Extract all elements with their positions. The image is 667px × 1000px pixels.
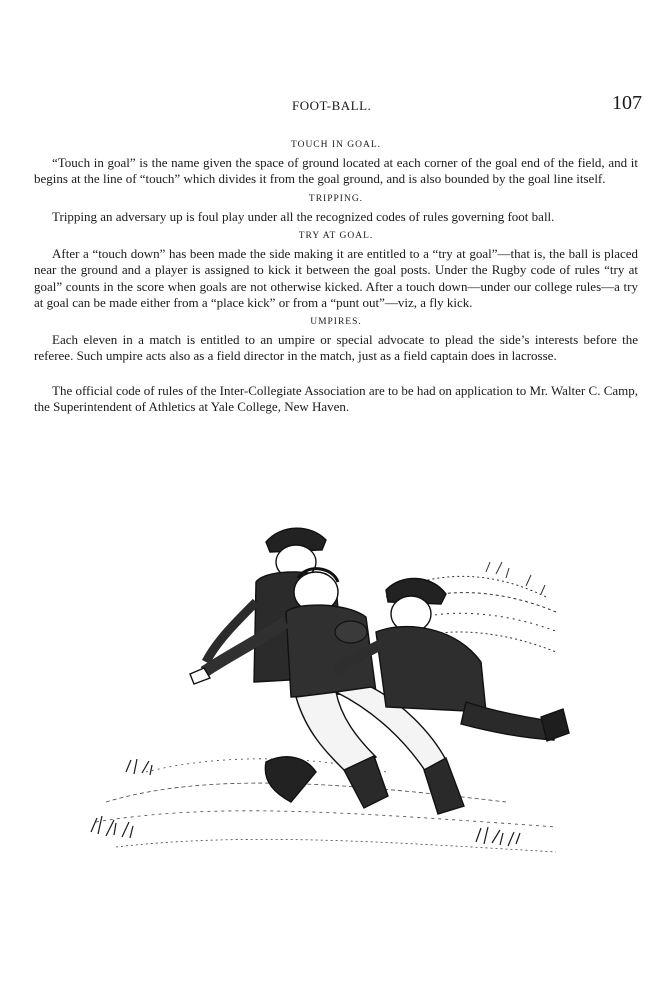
football-tackle-illustration	[86, 502, 586, 882]
paragraph-tripping: Tripping an adversary up is foul play under all the recognized codes of rules governing foot ball.	[52, 208, 555, 224]
section-heading-tripping: TRIPPING.	[308, 193, 364, 204]
ground-shading	[96, 759, 556, 852]
body-text	[34, 134, 638, 415]
section-heading-umpires: UMPIRES.	[310, 317, 362, 328]
paragraph-touch-in-goal: “Touch in goal” is the name given the space of ground located at each corner of the goal end of the field, and it begins at the line of “touch” which divides it from the goal ground, and is also bounded by the goal line itself.	[34, 155, 638, 187]
paragraph-try-at-goal: After a “touch down” has been made the side making it are entitled to a “try at goal”—that is, the ball is placed near the ground and a player is assigned to kick it between the goal posts. Under the Rugby code of rules “try at goal” counts in the score when goals are not otherwise kicked. After a touch down—under our college rules—a try at goal can be made either from a “place kick” or from a “punt out”—viz, a fly kick.	[34, 246, 638, 310]
running-title: FOOT-BALL.	[292, 98, 372, 113]
page-number: 107	[612, 92, 642, 114]
paragraph-umpires: Each eleven in a match is entitled to an umpire or special advocate to plead the side’s interests before the referee. Such umpire acts also as a field director in the match, just as a field captain does in lacrosse.	[34, 332, 638, 364]
football-ball	[335, 621, 367, 643]
section-heading-touch-in-goal: TOUCH IN GOAL.	[290, 140, 382, 150]
paragraph-spacer	[34, 365, 638, 383]
paragraph-closing: The official code of rules of the Inter-Collegiate Association are to be had on application to Mr. Walter C. Camp, the Superintendent of Athletics at Yale College, New Haven.	[34, 382, 638, 414]
section-heading-try-at-goal: TRY AT GOAL.	[298, 231, 374, 242]
running-head	[0, 92, 667, 122]
